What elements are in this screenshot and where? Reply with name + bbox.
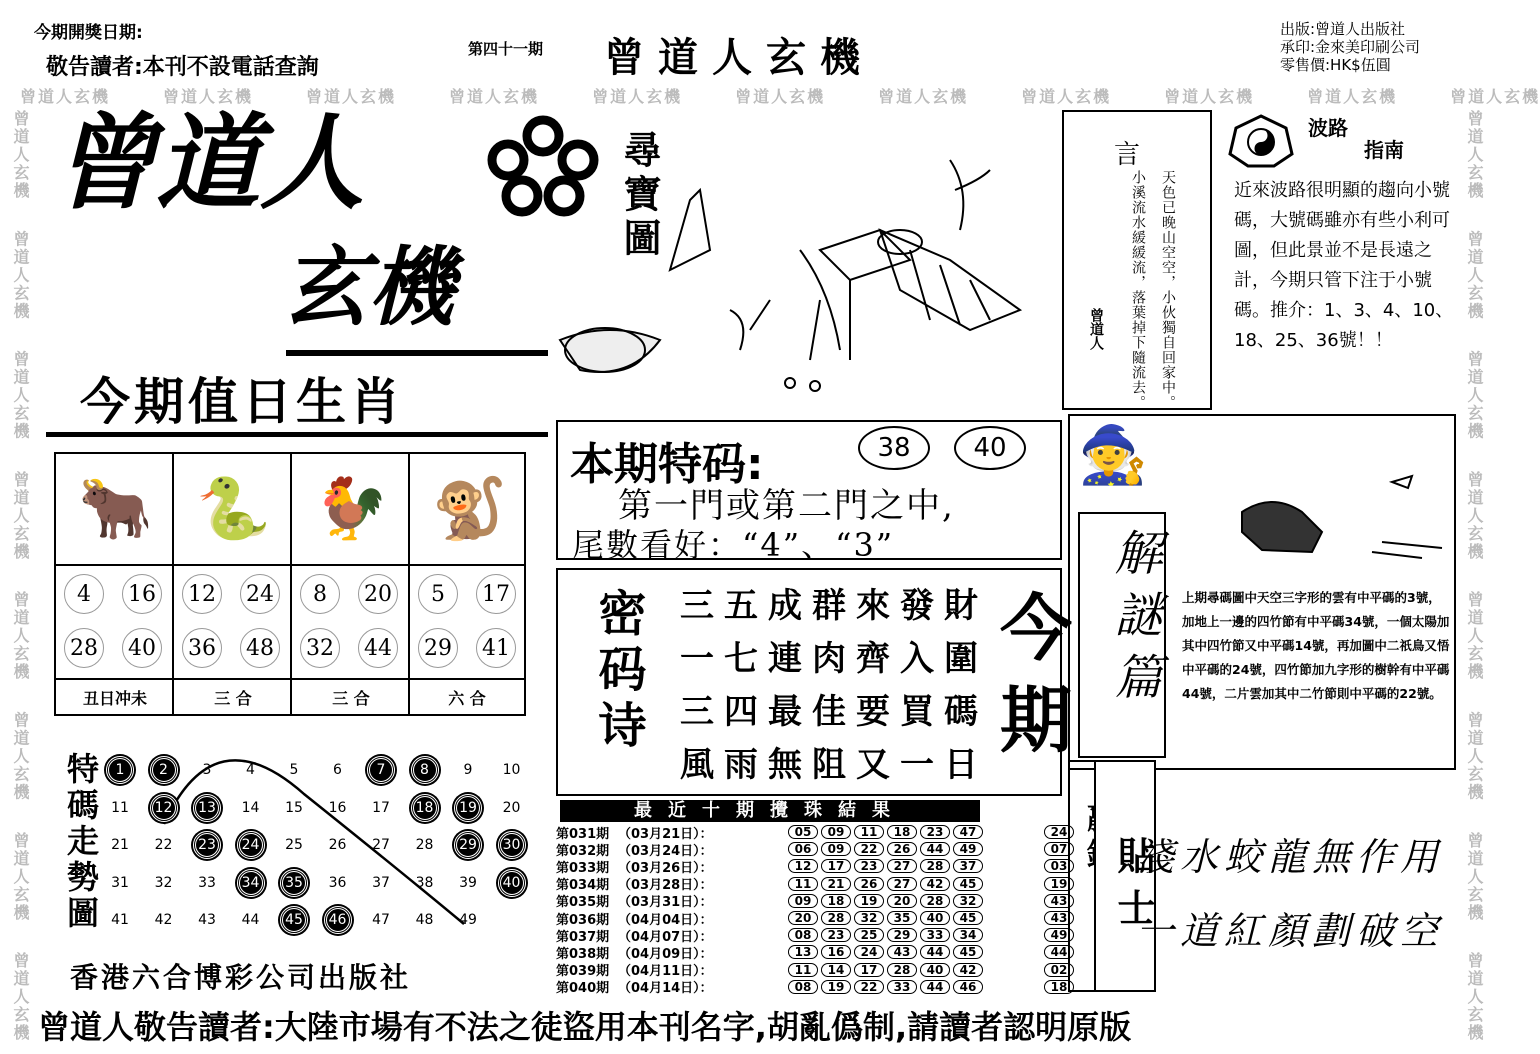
price-line: 零售價:HK$伍圓 [1280, 56, 1391, 74]
explain-text: 上期尋碼圖中天空三字形的雲有中平碼的3號，加地上一邊的四竹節有中平碼34號，一個太陽加其中四竹節又中平碼14號，再加圖中二祇鳥又悟中平碼的24號，四竹節加九字形的樹幹有中平碼44號，二片雲加其中二竹節則中平碼的22號。 [1182, 590, 1450, 701]
result-number: 14 [821, 963, 851, 977]
result-number: 16 [821, 945, 851, 959]
result-number: 45 [953, 877, 983, 891]
result-number: 24 [854, 945, 884, 959]
result-number: 11 [788, 877, 818, 891]
result-number: 05 [788, 825, 818, 839]
result-period: 第037期 [556, 929, 610, 945]
watermark-text: 曾道人玄機 [1465, 470, 1484, 561]
result-number: 27 [887, 859, 917, 873]
result-special-number: 43 [1044, 894, 1074, 908]
poem-box [1062, 110, 1212, 410]
trend-number: 23 [193, 831, 221, 859]
result-number: 13 [788, 945, 818, 959]
issue-number: 第四十一期 [468, 40, 544, 58]
result-number: 25 [854, 928, 884, 942]
result-date: （03月28日）： [618, 878, 713, 894]
special-number: 38 [858, 426, 930, 470]
result-date: （03月26日）： [618, 860, 713, 876]
trend-number: 33 [198, 874, 216, 891]
poem-line2: 小溪流水緩緩流，落葉掉下隨流去。 [1130, 170, 1146, 410]
result-row [556, 841, 1077, 857]
watermark-text: 曾道人玄機 [1465, 591, 1484, 682]
special-label: 本期特码: [570, 439, 764, 490]
result-row [556, 979, 1077, 995]
publisher-line: 出版:曾道人出版社 [1280, 20, 1406, 38]
trend-number: 46 [324, 906, 352, 934]
result-number: 45 [953, 911, 983, 925]
code-poem-lines [680, 580, 988, 792]
special-code-box [556, 420, 1062, 564]
result-number: 33 [887, 980, 917, 994]
trend-number: 19 [454, 794, 482, 822]
code-poem-line: 風雨無阻又一日 [680, 745, 988, 785]
result-date: （04月11日）： [618, 964, 713, 980]
footer-notice: 曾道人敬告讀者:大陸市場有不法之徒盜用本刊名字,胡亂僞制,請讀者認明原版 [38, 1008, 1132, 1046]
trend-number: 30 [498, 831, 526, 859]
result-period: 第039期 [556, 964, 610, 980]
tip-label2: 貼士 [1111, 836, 1155, 940]
result-period: 第034期 [556, 878, 610, 894]
zodiac-column [410, 454, 524, 714]
trend-number: 1 [106, 756, 134, 784]
result-number: 40 [920, 911, 950, 925]
trend-number: 24 [237, 831, 265, 859]
watermark-text: 曾道人玄機 [11, 470, 30, 561]
monkey-icon: 🐒 [432, 474, 507, 544]
result-number: 49 [953, 842, 983, 856]
watermark-text: 曾道人玄機 [11, 711, 30, 802]
trend-number: 16 [328, 799, 347, 816]
trend-number: 5 [289, 762, 299, 778]
result-number: 34 [953, 928, 983, 942]
trend-number: 29 [454, 831, 482, 859]
result-number: 27 [887, 877, 917, 891]
special-line2: 尾數看好：“4”、“3” [572, 526, 895, 564]
tip-line2: 一道紅顏劃破空 [1136, 909, 1445, 953]
zodiac-number: 41 [476, 628, 516, 668]
trend-number: 41 [111, 912, 129, 928]
result-number: 26 [887, 842, 917, 856]
result-date: （03月31日）： [618, 895, 713, 911]
trend-number: 45 [280, 906, 308, 934]
trend-number: 10 [502, 762, 521, 778]
watermark-text: 曾道人玄機 [11, 591, 30, 682]
result-number: 08 [788, 980, 818, 994]
result-row [556, 910, 1077, 926]
zodiac-label: 六 合 [448, 689, 486, 708]
watermark-text: 曾道人玄機 [1465, 230, 1484, 321]
zodiac-number: 29 [418, 628, 458, 668]
zodiac-number: 16 [122, 574, 162, 614]
trend-label: 特碼走勢圖 [62, 752, 100, 932]
result-date: （03月21日）： [618, 826, 713, 842]
result-date: （04月09日）： [618, 946, 713, 962]
result-number: 28 [887, 963, 917, 977]
result-number: 28 [920, 894, 950, 908]
zodiac-column [174, 454, 292, 714]
zodiac-number: 28 [64, 628, 104, 668]
trend-grid [104, 754, 544, 936]
result-number: 17 [854, 963, 884, 977]
result-number: 37 [953, 859, 983, 873]
result-row [556, 962, 1077, 978]
result-special-number: 02 [1044, 963, 1074, 977]
result-number: 32 [953, 894, 983, 908]
trend-number: 25 [285, 837, 303, 853]
guide-title2: 指南 [1364, 138, 1404, 162]
result-number: 23 [854, 859, 884, 873]
trend-number: 47 [372, 912, 390, 928]
trend-number: 39 [459, 874, 477, 891]
result-special-number: 44 [1044, 945, 1074, 959]
watermark-text: 曾道人玄機 [735, 87, 826, 106]
results-heading: 最近十期攪珠結果 [560, 800, 980, 822]
trend-number: 26 [328, 837, 347, 853]
trend-number: 9 [463, 762, 473, 778]
masthead: 曾道人玄機 [604, 34, 874, 81]
trend-number: 43 [198, 912, 216, 928]
treasure-map-illustration [550, 150, 1040, 400]
result-number: 32 [854, 911, 884, 925]
watermark-text: 曾道人玄機 [592, 87, 683, 106]
watermark-text: 曾道人玄機 [878, 87, 969, 106]
result-number: 44 [920, 842, 950, 856]
watermark-text: 曾道人玄機 [1307, 87, 1398, 106]
code-poem-line: 三四最佳要買碼 [680, 692, 988, 732]
result-number: 46 [953, 980, 983, 994]
trend-number: 40 [498, 869, 526, 897]
trend-number: 12 [150, 794, 178, 822]
title-underline [286, 350, 548, 356]
trend-number: 18 [411, 794, 439, 822]
result-special-number: 43 [1044, 911, 1074, 925]
watermark-text: 曾道人玄機 [163, 87, 254, 106]
result-period: 第038期 [556, 946, 610, 962]
notice-text: 敬告讀者:本刊不設電話查詢 [46, 55, 319, 80]
result-number: 11 [788, 963, 818, 977]
poem-signature: 曾道人 [1088, 308, 1104, 350]
result-row [556, 944, 1077, 960]
watermark-text: 曾道人玄機 [20, 87, 111, 106]
poem-line1: 天色已晚山空空，小伙獨自回家中。 [1160, 170, 1176, 410]
trend-number: 32 [154, 874, 173, 891]
zodiac-number: 17 [476, 574, 516, 614]
zodiac-column [56, 454, 174, 714]
result-number: 23 [821, 928, 851, 942]
result-number: 42 [920, 877, 950, 891]
trend-number: 38 [415, 874, 434, 891]
watermark-text: 曾道人玄機 [306, 87, 397, 106]
result-number: 42 [953, 963, 983, 977]
trend-number: 28 [415, 837, 434, 853]
result-number: 18 [821, 894, 851, 908]
trend-number: 36 [328, 874, 347, 891]
result-number: 33 [920, 928, 950, 942]
trend-number: 44 [241, 912, 260, 928]
trend-number: 2 [150, 756, 178, 784]
result-number: 44 [920, 945, 950, 959]
zodiac-number: 40 [122, 628, 162, 668]
poem-heading: 言 [1114, 140, 1141, 170]
watermark-text: 曾道人玄機 [11, 110, 30, 200]
result-row [556, 876, 1077, 892]
result-number: 09 [788, 894, 818, 908]
result-number: 20 [788, 911, 818, 925]
result-number: 23 [920, 825, 950, 839]
title-side: 尋寶圖 [617, 130, 662, 262]
result-number: 19 [854, 894, 884, 908]
trend-number: 3 [202, 762, 212, 778]
zodiac-label: 三 合 [214, 689, 252, 708]
zodiac-label: 三 合 [332, 689, 370, 708]
trend-number: 6 [333, 762, 342, 778]
result-special-number: 24 [1044, 825, 1074, 839]
trend-number: 34 [237, 869, 265, 897]
trend-number: 13 [193, 794, 221, 822]
title-line2: 玄機 [282, 238, 454, 338]
code-poem-side: 今期 [988, 590, 1072, 774]
trend-number: 37 [372, 874, 390, 891]
watermark-text: 曾道人玄機 [11, 350, 30, 441]
zodiac-number: 24 [240, 574, 280, 614]
watermark-text: 曾道人玄機 [1021, 87, 1112, 106]
result-number: 08 [788, 928, 818, 942]
zodiac-number: 48 [240, 628, 280, 668]
result-number: 26 [854, 877, 884, 891]
zodiac-column [292, 454, 410, 714]
zodiac-label: 丑日冲未 [82, 689, 147, 708]
trend-number: 21 [111, 837, 129, 853]
watermark-text: 曾道人玄機 [1164, 87, 1255, 106]
result-number: 06 [788, 842, 818, 856]
trend-number: 42 [154, 912, 173, 928]
result-number: 18 [887, 825, 917, 839]
trend-number: 7 [367, 756, 395, 784]
trend-number: 17 [372, 799, 390, 816]
result-special-number: 19 [1044, 877, 1074, 891]
result-number: 47 [953, 825, 983, 839]
ox-icon: 🐂 [78, 474, 153, 544]
result-number: 45 [953, 945, 983, 959]
result-period: 第032期 [556, 843, 610, 859]
trend-number: 31 [111, 874, 129, 891]
zodiac-number: 32 [300, 628, 340, 668]
zodiac-heading: 今期值日生肖 [80, 373, 404, 431]
sage-icon: 🧙 [1078, 423, 1148, 488]
result-number: 28 [920, 859, 950, 873]
result-number: 09 [821, 842, 851, 856]
trend-number: 11 [111, 799, 129, 816]
watermark-text: 曾道人玄機 [11, 831, 30, 922]
code-poem-line: 一七連肉齊入圍 [680, 639, 988, 679]
result-date: （04月07日）： [618, 929, 713, 945]
result-number: 29 [887, 928, 917, 942]
watermark-strip-left [8, 110, 32, 1042]
zodiac-number: 5 [418, 574, 458, 614]
result-special-number: 18 [1044, 980, 1074, 994]
special-line1: 第一門或第二門之中, [618, 486, 955, 526]
watermark-text: 曾道人玄機 [1465, 711, 1484, 802]
result-number: 35 [887, 911, 917, 925]
watermark-text: 曾道人玄機 [1450, 87, 1540, 106]
result-number: 19 [821, 980, 851, 994]
trend-number: 27 [372, 837, 390, 853]
code-poem-box [556, 568, 1072, 796]
result-number: 20 [887, 894, 917, 908]
result-number: 22 [854, 842, 884, 856]
result-number: 21 [821, 877, 851, 891]
trend-number: 14 [241, 799, 260, 816]
explain-label: 解謎篇 [1106, 528, 1162, 714]
watermark-text: 曾道人玄機 [449, 87, 540, 106]
zodiac-number: 44 [358, 628, 398, 668]
guide-title1: 波路 [1308, 116, 1348, 140]
watermark-text: 曾道人玄機 [1465, 110, 1484, 200]
result-number: 28 [821, 911, 851, 925]
watermark-text: 曾道人玄機 [1465, 831, 1484, 922]
guide-text: 近來波路很明顯的趨向小號碼，大號碼雖亦有些小利可圖，但此景並不是長遠之計，今期只管下注于小號碼。推介：1、3、4、10、18、25、36號！！ [1234, 180, 1454, 351]
result-date: （04月04日）： [618, 912, 713, 928]
result-number: 43 [887, 945, 917, 959]
result-number: 44 [920, 980, 950, 994]
watermark-text: 曾道人玄機 [1465, 350, 1484, 441]
result-period: 第036期 [556, 912, 610, 928]
printer-line: 承印:金來美印刷公司 [1280, 38, 1421, 56]
dog-illustration [1182, 432, 1450, 582]
result-special-number: 03 [1044, 859, 1074, 873]
zodiac-divider [46, 432, 548, 437]
result-number: 40 [920, 963, 950, 977]
result-special-number: 07 [1044, 842, 1074, 856]
watermark-text: 曾道人玄機 [11, 230, 30, 321]
code-poem-label: 密码诗 [590, 588, 646, 756]
code-poem-line: 三五成群來發財 [680, 586, 988, 626]
result-row [556, 824, 1077, 840]
result-row [556, 858, 1077, 874]
result-number: 17 [821, 859, 851, 873]
bagua-icon [1228, 114, 1294, 168]
result-period: 第033期 [556, 860, 610, 876]
title-line1: 曾道人 [52, 102, 365, 224]
trend-number: 22 [154, 837, 173, 853]
result-number: 12 [788, 859, 818, 873]
trend-number: 49 [459, 912, 477, 928]
result-period: 第040期 [556, 981, 610, 997]
guide-panel [1226, 110, 1466, 410]
watermark-text: 曾道人玄機 [11, 951, 30, 1042]
zodiac-number: 4 [64, 574, 104, 614]
trend-number: 8 [411, 756, 439, 784]
result-number: 11 [854, 825, 884, 839]
trend-number: 48 [415, 912, 434, 928]
publisher-footer: 香港六合博彩公司出版社 [70, 961, 412, 994]
zodiac-number: 20 [358, 574, 398, 614]
rooster-icon: 🐓 [314, 474, 389, 544]
zodiac-table [54, 452, 526, 716]
snake-icon: 🐍 [196, 474, 271, 544]
trend-number: 4 [246, 762, 255, 778]
trend-number: 20 [502, 799, 521, 816]
publisher-info [1280, 20, 1420, 74]
watermark-text: 曾道人玄機 [1465, 951, 1484, 1042]
trend-number: 15 [285, 799, 303, 816]
result-number: 09 [821, 825, 851, 839]
result-period: 第035期 [556, 895, 610, 911]
result-row [556, 893, 1077, 909]
result-date: （03月24日）： [618, 843, 713, 859]
trend-number: 35 [280, 869, 308, 897]
result-row [556, 927, 1077, 943]
explain-label-box [1078, 512, 1166, 758]
zodiac-number: 36 [182, 628, 222, 668]
zodiac-number: 8 [300, 574, 340, 614]
result-date: （04月14日）： [618, 981, 713, 997]
draw-date-label: 今期開獎日期: [34, 23, 143, 43]
special-number: 40 [954, 426, 1026, 470]
result-period: 第031期 [556, 826, 610, 842]
explain-panel [1068, 414, 1456, 770]
zodiac-number: 12 [182, 574, 222, 614]
result-number: 22 [854, 980, 884, 994]
result-special-number: 49 [1044, 928, 1074, 942]
tip-line1: 淺水蛟龍無作用 [1136, 835, 1445, 879]
